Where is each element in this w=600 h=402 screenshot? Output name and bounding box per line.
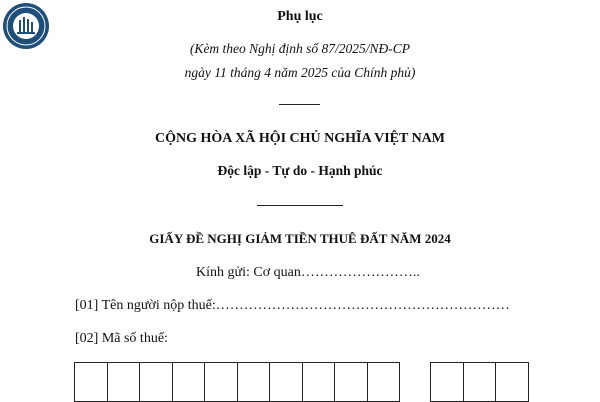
recipient-line: Kính gửi: Cơ quan…………………….. [196, 265, 420, 280]
divider-motto [257, 205, 343, 206]
tax-code-branch-box[interactable] [430, 362, 463, 402]
country-name: CỘNG HÒA XÃ HỘI CHỦ NGHĨA VIỆT NAM [154, 131, 445, 146]
tax-code-digit-box[interactable] [107, 362, 140, 402]
form-title: GIẤY ĐỀ NGHỊ GIẢM TIỀN THUÊ ĐẤT NĂM 2024 [149, 231, 451, 246]
tax-code-digit-box[interactable] [172, 362, 205, 402]
tax-code-digit-box[interactable] [367, 362, 401, 402]
decree-reference-line-1: (Kèm theo Nghị định số 87/2025/NĐ-CP [189, 41, 411, 56]
field-01-taxpayer-name: [01] Tên người nộp thuế:……………………………………………………… [75, 298, 510, 313]
appendix-title: Phụ lục [277, 9, 323, 24]
tax-code-digit-box[interactable] [204, 362, 237, 402]
decree-reference-line-2: ngày 11 tháng 4 năm 2025 của Chính phủ) [184, 65, 416, 80]
field-02-tax-code-label: [02] Mã số thuế: [75, 331, 168, 346]
tax-code-branch-box[interactable] [463, 362, 496, 402]
tax-code-digit-box[interactable] [139, 362, 172, 402]
tax-code-digit-box[interactable] [334, 362, 367, 402]
tax-code-digit-box[interactable] [74, 362, 107, 402]
divider-short [279, 104, 320, 105]
tax-code-digit-box[interactable] [302, 362, 335, 402]
tax-code-digit-box[interactable] [237, 362, 270, 402]
tax-code-digit-box[interactable] [269, 362, 302, 402]
tax-code-boxes-group-2 [430, 362, 529, 402]
tax-code-boxes-group-1 [74, 362, 400, 402]
national-motto: Độc lập - Tự do - Hạnh phúc [217, 163, 383, 178]
tax-code-branch-box[interactable] [495, 362, 529, 402]
